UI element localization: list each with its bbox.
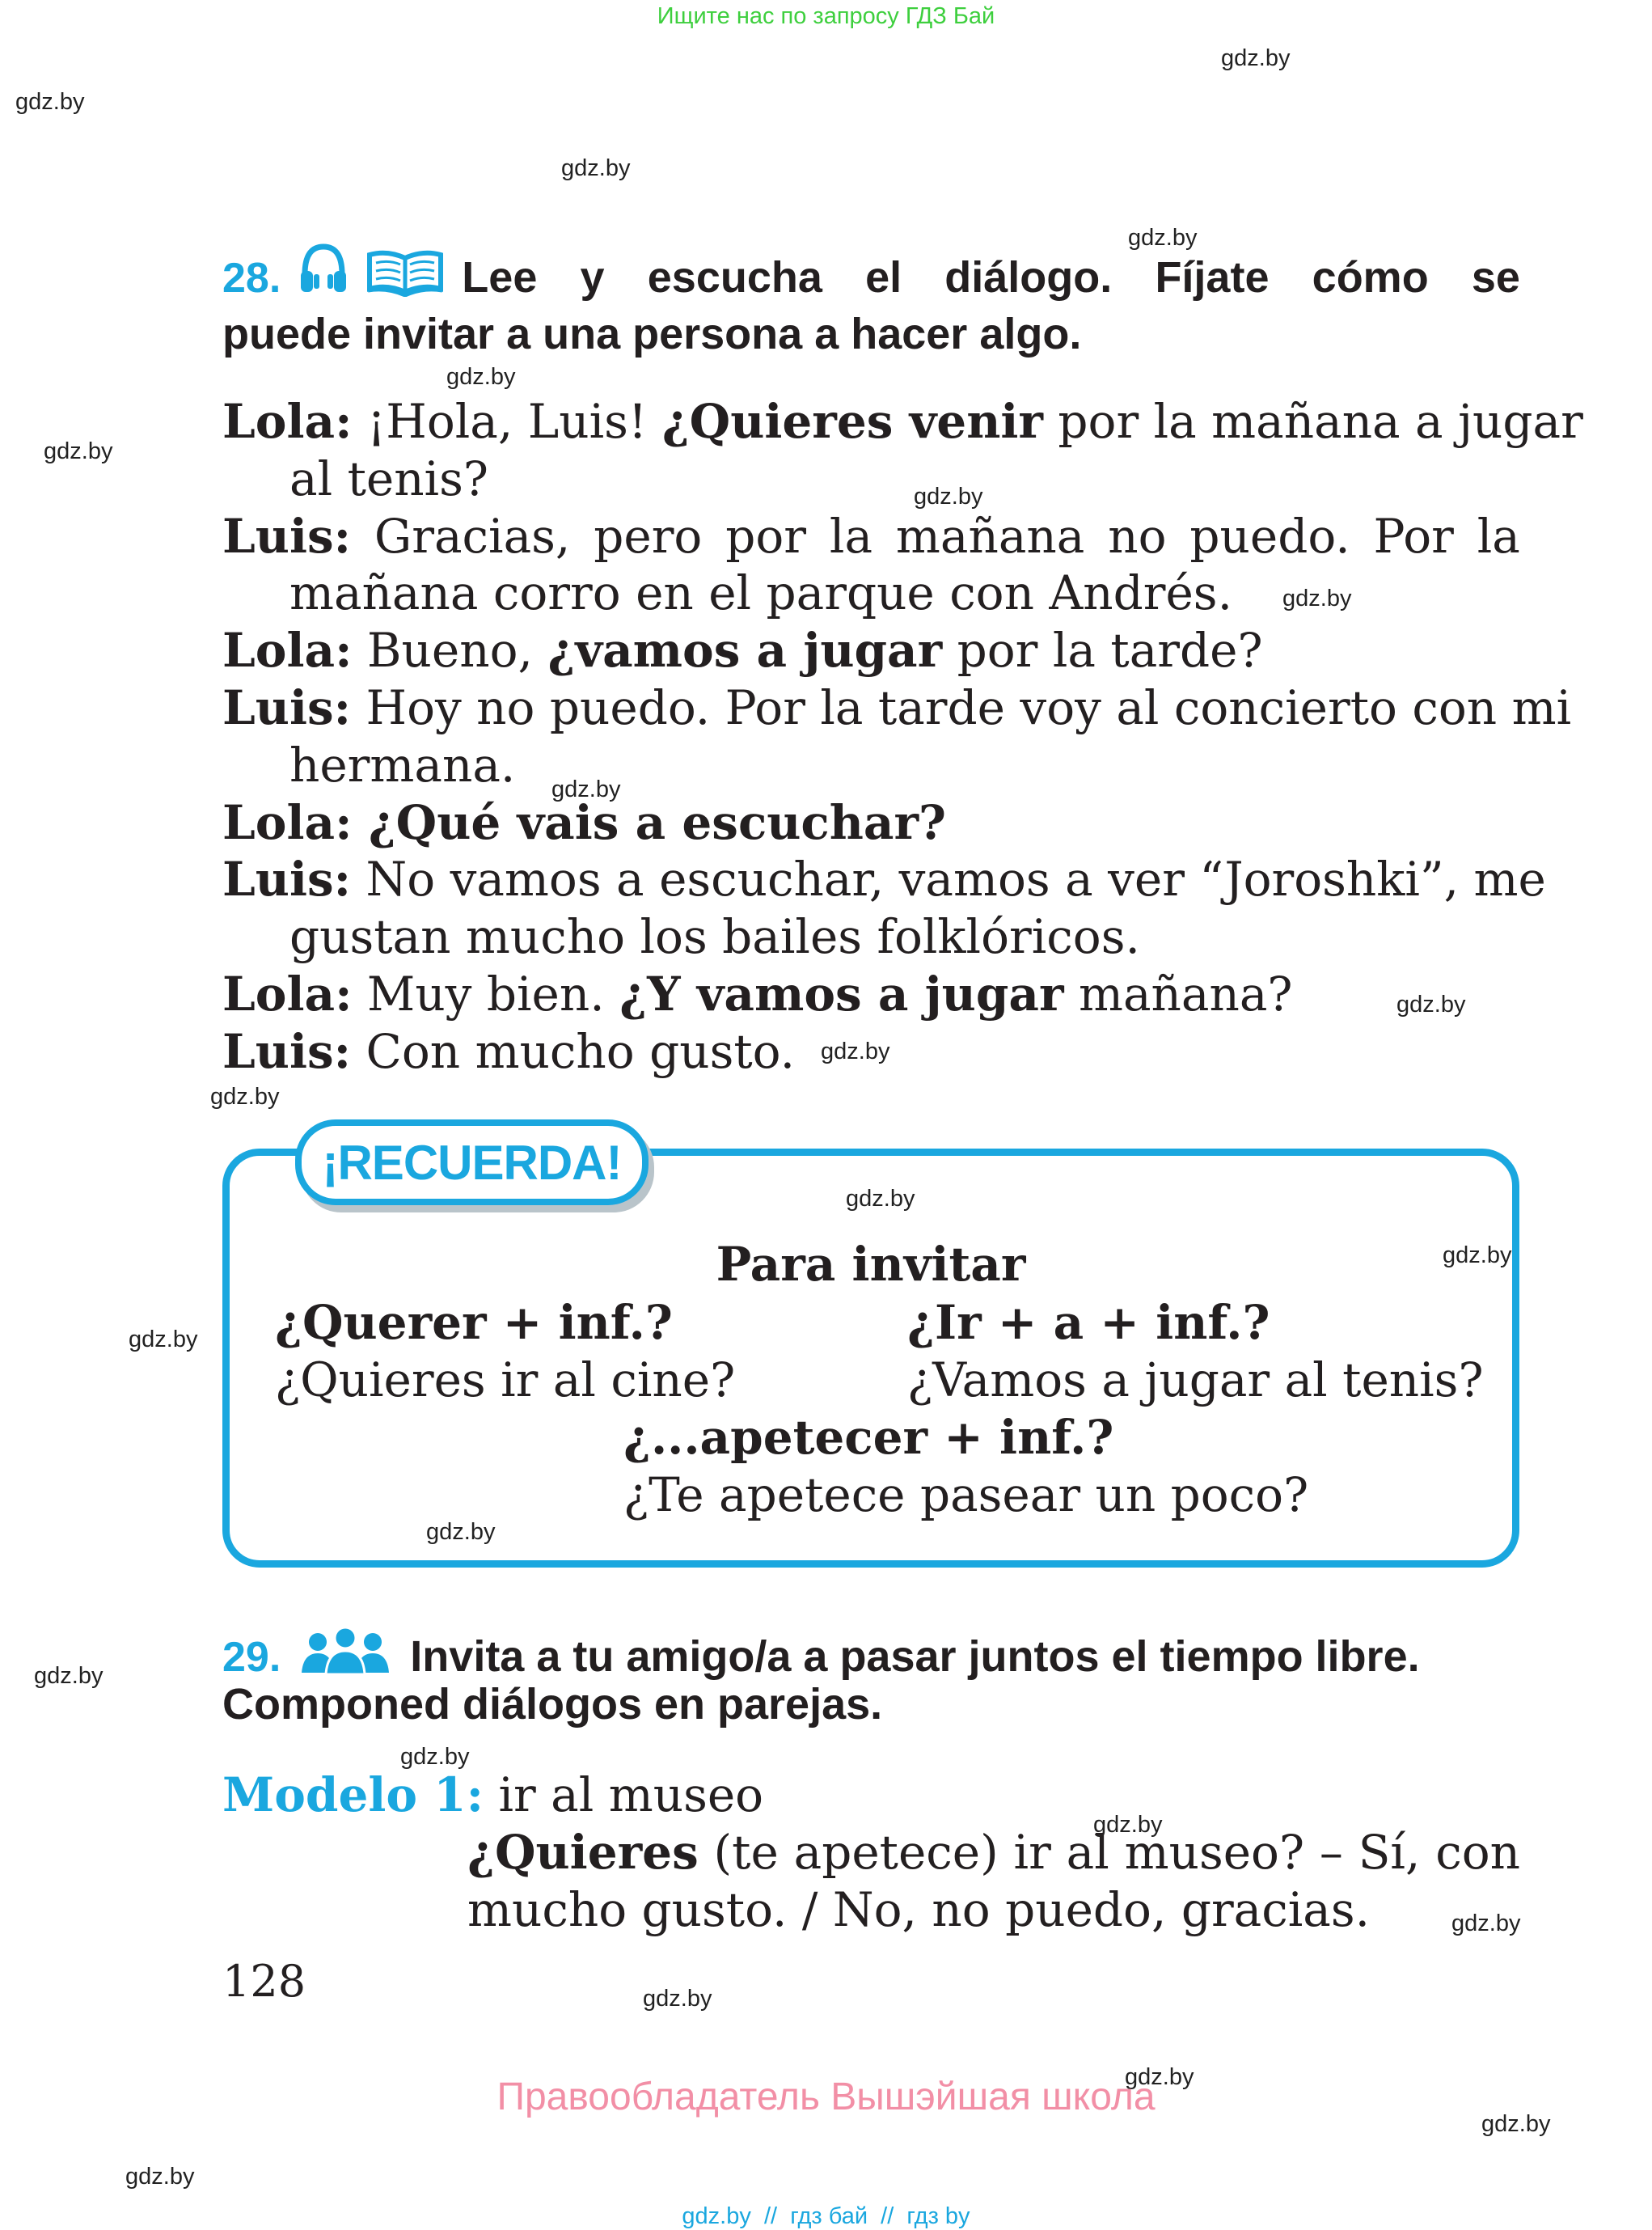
task-28-word: diálogo. (944, 253, 1113, 302)
model-example-bold: ¿Quieres (467, 1825, 699, 1880)
dialogue-text: por la tarde? (942, 623, 1263, 678)
dialogue-text: Con mucho gusto. (351, 1024, 796, 1079)
task-29-number: 29. (222, 1634, 281, 1681)
dialogue-line (222, 1024, 1520, 1079)
dialogue-word: pero (594, 509, 703, 564)
recuerda-badge: ¡RECUERDA! (295, 1119, 649, 1205)
dialogue-word: no (1108, 509, 1167, 564)
dialogue-line (222, 852, 1546, 907)
recuerda-col1-title: ¿Querer + inf.? (275, 1295, 673, 1350)
dialogue-continuation: gustan mucho los bailes folklóricos. (289, 909, 1140, 964)
task-28-heading-line-1 (222, 243, 1520, 302)
recuerda-col2-example: ¿Vamos a jugar al tenis? (907, 1352, 1484, 1407)
dialogue-line (222, 394, 1583, 449)
speaker-label: Lola: (222, 394, 353, 449)
watermark: gdz.by (125, 2164, 195, 2190)
speaker-label: Luis: (222, 680, 352, 735)
recuerda-col3-title: ¿...apetecer + inf.? (623, 1410, 1114, 1465)
task-28-heading-line-2: puede invitar a una persona a hacer algo. (222, 310, 1082, 358)
recuerda-col1-example: ¿Quieres ir al cine? (275, 1352, 736, 1407)
dialogue-continuation: mañana corro en el parque con Andrés. (289, 565, 1233, 620)
recuerda-heading: Para invitar (716, 1237, 1026, 1292)
task-28-word: Lee (462, 253, 538, 302)
watermark: gdz.by (643, 1986, 712, 2012)
watermark: gdz.by (1093, 1812, 1163, 1838)
dialogue-line (222, 623, 1520, 678)
watermark: gdz.by (914, 484, 983, 510)
task-29-heading-line-1 (222, 1626, 1520, 1681)
speaker-label: Luis: (222, 852, 352, 907)
dialogue-text: No vamos a escuchar, vamos a ver “Joroshki”, me (351, 852, 1546, 907)
group-icon (300, 1626, 391, 1678)
model-example-word: (te (713, 1825, 779, 1880)
task-28-word: y (580, 253, 605, 302)
speaker-label: Luis: (222, 509, 352, 564)
watermark: gdz.by (1396, 992, 1466, 1018)
open-book-icon (366, 247, 444, 299)
watermark: gdz.by (1443, 1242, 1512, 1268)
watermark: gdz.by (1128, 225, 1198, 251)
dialogue-word: Gracias, (374, 509, 571, 564)
watermark: gdz.by (44, 438, 113, 464)
watermark: gdz.by (551, 776, 621, 802)
dialogue-text: Muy bien. (352, 967, 620, 1022)
task-28-word: el (865, 253, 902, 302)
dialogue-line (222, 509, 1520, 564)
task-28-word: se (1471, 253, 1520, 302)
dialogue-word: puedo. (1189, 509, 1350, 564)
model-example-line-2: mucho gusto. / No, no puedo, gracias. (467, 1882, 1371, 1937)
task-28-word: Fíjate (1155, 253, 1270, 302)
watermark: gdz.by (821, 1039, 890, 1064)
dialogue-text: Bueno, (352, 623, 548, 678)
dialogue-line (222, 967, 1520, 1022)
watermark: gdz.by (1221, 45, 1291, 71)
dialogue-text: por la mañana a jugar (1042, 394, 1583, 449)
model-example-word: museo? (1124, 1825, 1305, 1880)
dialogue-text: mañana? (1063, 967, 1293, 1022)
dialogue-word: la (1477, 509, 1520, 564)
model-label: Modelo 1: (222, 1767, 484, 1822)
dialogue-word: Por (1373, 509, 1454, 564)
dialogue-text: ¡Hola, Luis! (352, 394, 662, 449)
model-example-word: al (1066, 1825, 1109, 1880)
task-29-heading-line-2: Componed diálogos en parejas. (222, 1680, 883, 1729)
dialogue-bold-text: ¿vamos a jugar (547, 623, 943, 678)
watermark: gdz.by (129, 1327, 198, 1352)
headphones-icon (298, 242, 349, 299)
dialogue-bold-text: ¿Y vamos a jugar (619, 967, 1064, 1022)
watermark: gdz.by (15, 89, 85, 115)
model-task: ir al museo (484, 1767, 764, 1822)
task-28-word: escucha (647, 253, 822, 302)
search-banner: Ищите нас по запросу ГДЗ Бай (657, 3, 995, 29)
dialogue-bold-text: ¿Quieres venir (661, 394, 1043, 449)
speaker-label: Luis: (222, 1024, 352, 1079)
recuerda-col3-example: ¿Te apetece pasear un poco? (623, 1467, 1309, 1522)
watermark: gdz.by (446, 364, 516, 390)
watermark: gdz.by (1125, 2064, 1194, 2090)
model-example-word: ir (1013, 1825, 1051, 1880)
watermark: gdz.by (1282, 586, 1352, 611)
dialogue-text: Hoy no puedo. Por la tarde voy al concierto con mi (351, 680, 1572, 735)
model-example-word: apetece) (793, 1825, 999, 1880)
watermark: gdz.by (400, 1744, 470, 1770)
footer-links: gdz.by // гдз бай // гдз by (682, 2203, 970, 2229)
watermark: gdz.by (846, 1186, 915, 1212)
dialogue-word: la (829, 509, 873, 564)
model-example-word: con (1435, 1825, 1520, 1880)
watermark: gdz.by (210, 1084, 280, 1110)
speaker-label: Lola: (222, 623, 353, 678)
page-number: 128 (222, 1956, 306, 2007)
watermark: gdz.by (34, 1663, 104, 1689)
dialogue-bold-text: ¿Qué vais a escuchar? (352, 795, 947, 850)
dialogue-line (222, 795, 1520, 850)
watermark: gdz.by (1451, 1911, 1521, 1936)
task-28-number: 28. (222, 255, 281, 302)
model-example-word: Sí, (1358, 1825, 1421, 1880)
task-28-word: cómo (1312, 253, 1429, 302)
dialogue-word: mañana (895, 509, 1085, 564)
task-29-text: Invita a tu amigo/a a pasar juntos el tiempo libre. (410, 1632, 1420, 1681)
dialogue-word: por (725, 509, 807, 564)
rights-holder: Правообладатель Вышэйшая школа (496, 2076, 1156, 2118)
speaker-label: Lola: (222, 967, 353, 1022)
dialogue-continuation: hermana. (289, 738, 516, 793)
dialogue-continuation: al tenis? (289, 451, 488, 506)
dialogue-line (222, 680, 1572, 735)
speaker-label: Lola: (222, 795, 353, 850)
watermark: gdz.by (1481, 2111, 1551, 2137)
watermark: gdz.by (426, 1519, 496, 1545)
recuerda-col2-title: ¿Ir + a + inf.? (907, 1295, 1270, 1350)
model-line (222, 1767, 1520, 1822)
watermark: gdz.by (561, 155, 631, 181)
model-example-word: – (1319, 1825, 1343, 1880)
